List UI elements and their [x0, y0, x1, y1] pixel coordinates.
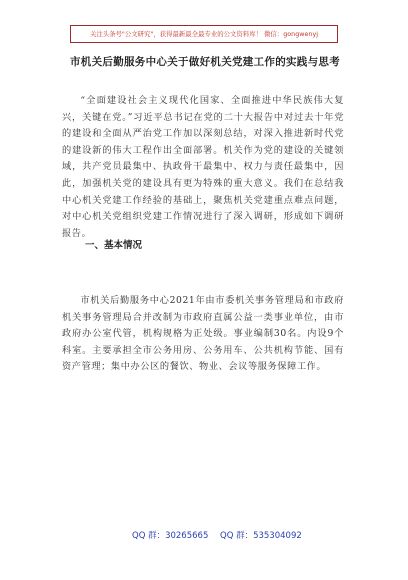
- intro-paragraph: “全面建设社会主义现代化国家、全面推进中华民族伟大复兴，关键在党。”习近平总书记在党的二十大报告中对过去十年党的建设和全面从严治党工作加以深刻总结，对深入推进新时代党的建设新的伟大工程作出全面部署。机关作为党的建设的关键领域，共产党员最集中、执政骨干最集中、权力与责任最集中，因此，加强机关党的建设具有更为特殊的重大意义。我们在总结我中心机关党建工作经验的基础上，聚焦机关党建重点难点问题，对中心机关党组织党建工作情况进行了深入调研，形成如下调研报告。: [62, 95, 344, 239]
- footer-qq-group-right: QQ 群：535304092: [220, 531, 302, 541]
- section-heading-basic-info: 一、基本情况: [85, 240, 143, 251]
- header-banner: 关注头条号"公文研究"，获得最新最全最专业的公文资料库！ 微信：gongwenyj: [70, 25, 338, 43]
- section1-paragraph: 市机关后勤服务中心2021年由市委机关事务管理局和市政府机关事务管理局合并改制为市政府直属公益一类事业单位，由市政府办公室代管，机构规格为正处级。事业编制30名。内设9个科室。主要承担全市公务用房、公务用车、公共机构节能、国有资产管理；集中办公区的餐饮、物业、会议等服务保障工作。: [62, 295, 344, 373]
- page-title: 市机关后勤服务中心关于做好机关党建工作的实践与思考: [70, 56, 340, 68]
- footer: [0, 529, 408, 543]
- footer-qq-group-left: QQ 群：30265665: [132, 531, 209, 541]
